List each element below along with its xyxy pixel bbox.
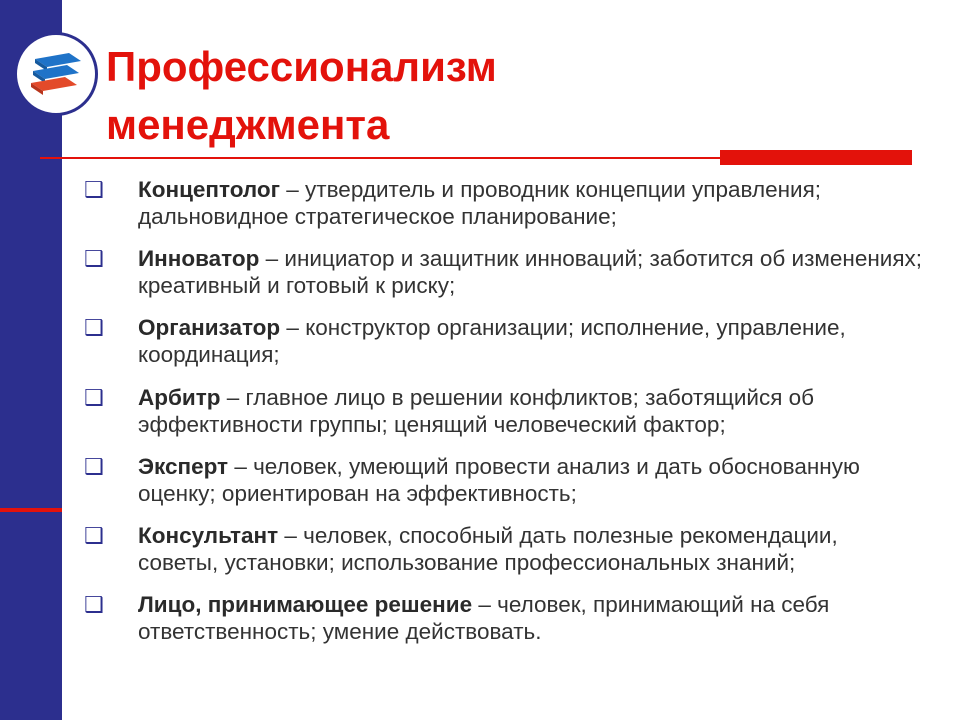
checkbox-square-icon: ❑ [84,592,104,617]
item-text: – человек, умеющий провести анализ и дать обоснованную оценку; ориентирован на эффективность; [138,454,860,506]
item-term: Лицо, принимающее решение [138,592,473,617]
list-item-innovator [84,245,924,299]
item-text: – человек, принимающий на себя ответственность; умение действовать. [138,592,830,644]
title-line-2: менеджмента [106,101,390,148]
item-text: – утвердитель и проводник концепции управления; дальновидное стратегическое планирование; [138,177,822,229]
item-text: – главное лицо в решении конфликтов; заботящийся об эффективности группы; ценящий человеческий фактор; [138,385,815,437]
list-item-decision-maker [84,591,924,645]
item-term: Консультант [138,523,279,548]
item-term: Эксперт [138,454,229,479]
page-title [106,38,926,154]
checkbox-square-icon: ❑ [84,246,104,271]
checkbox-square-icon: ❑ [84,177,104,202]
list-item-arbiter [84,384,924,438]
books-logo-icon [14,32,98,116]
title-line-1: Профессионализм [106,43,497,90]
checkbox-square-icon: ❑ [84,454,104,479]
item-term: Инноватор [138,246,260,271]
list-item-expert [84,453,924,507]
item-text: – конструктор организации; исполнение, управление, координация; [138,315,846,367]
item-text: – инициатор и защитник инноваций; заботится об изменениях; креативный и готовый к риску; [138,246,923,298]
checkbox-square-icon: ❑ [84,523,104,548]
left-bar-red-stripe [0,508,62,512]
item-term: Организатор [138,315,281,340]
item-text: – человек, способный дать полезные рекомендации, советы, установки; использование профессиональных знаний; [138,523,838,575]
item-term: Арбитр [138,385,221,410]
checkbox-square-icon: ❑ [84,315,104,340]
checkbox-square-icon: ❑ [84,385,104,410]
role-list [84,176,924,645]
title-underline [40,157,720,159]
item-term: Концептолог [138,177,281,202]
list-item-consultant [84,522,924,576]
list-item-conceptologist [84,176,924,230]
list-item-organizer [84,314,924,368]
title-red-block [720,150,912,165]
